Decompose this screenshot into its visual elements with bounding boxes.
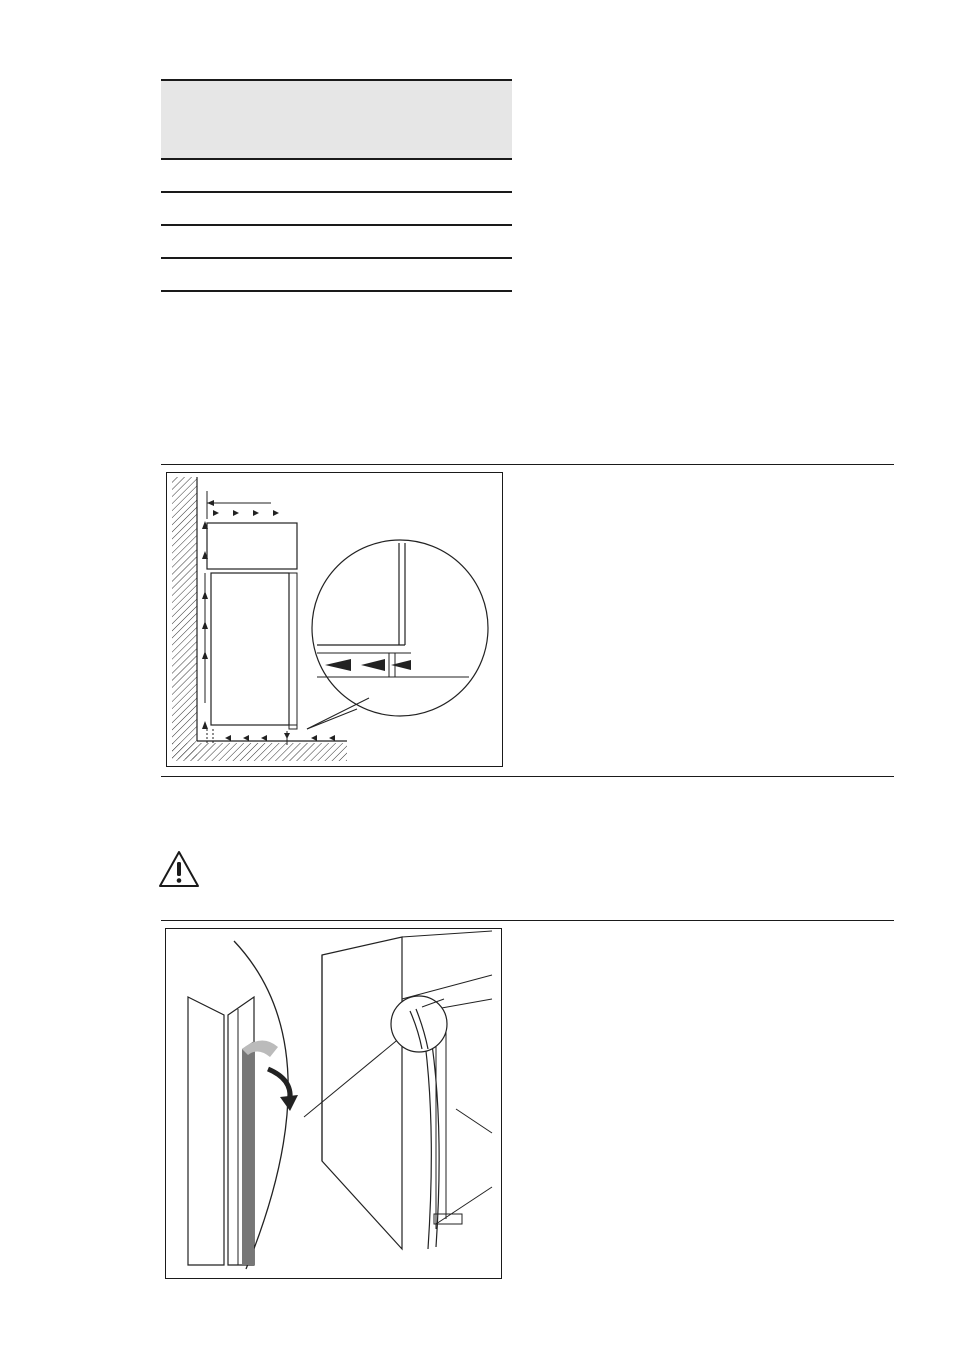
upper-cabinet bbox=[207, 523, 297, 569]
spec-table-header bbox=[161, 79, 512, 160]
table-row bbox=[161, 160, 512, 193]
floor-hatch bbox=[172, 743, 347, 761]
wall-hatch bbox=[172, 477, 197, 759]
seal-strip bbox=[242, 1041, 254, 1265]
section-divider bbox=[161, 776, 894, 777]
spec-table bbox=[161, 79, 512, 292]
detail-zoom-circle bbox=[312, 540, 488, 716]
ventilation-diagram bbox=[166, 472, 503, 767]
ventilation-airflow-diagram bbox=[167, 473, 502, 766]
section-divider bbox=[161, 920, 894, 921]
detail-zoom-circle bbox=[391, 996, 447, 1052]
warning-triangle-icon bbox=[158, 850, 200, 888]
appliance-body bbox=[211, 573, 289, 725]
table-row bbox=[161, 193, 512, 226]
seal-diagram bbox=[165, 928, 502, 1279]
table-row bbox=[161, 226, 512, 259]
door-seal-strip-diagram bbox=[166, 929, 501, 1278]
table-row bbox=[161, 259, 512, 292]
section-divider bbox=[161, 464, 894, 465]
